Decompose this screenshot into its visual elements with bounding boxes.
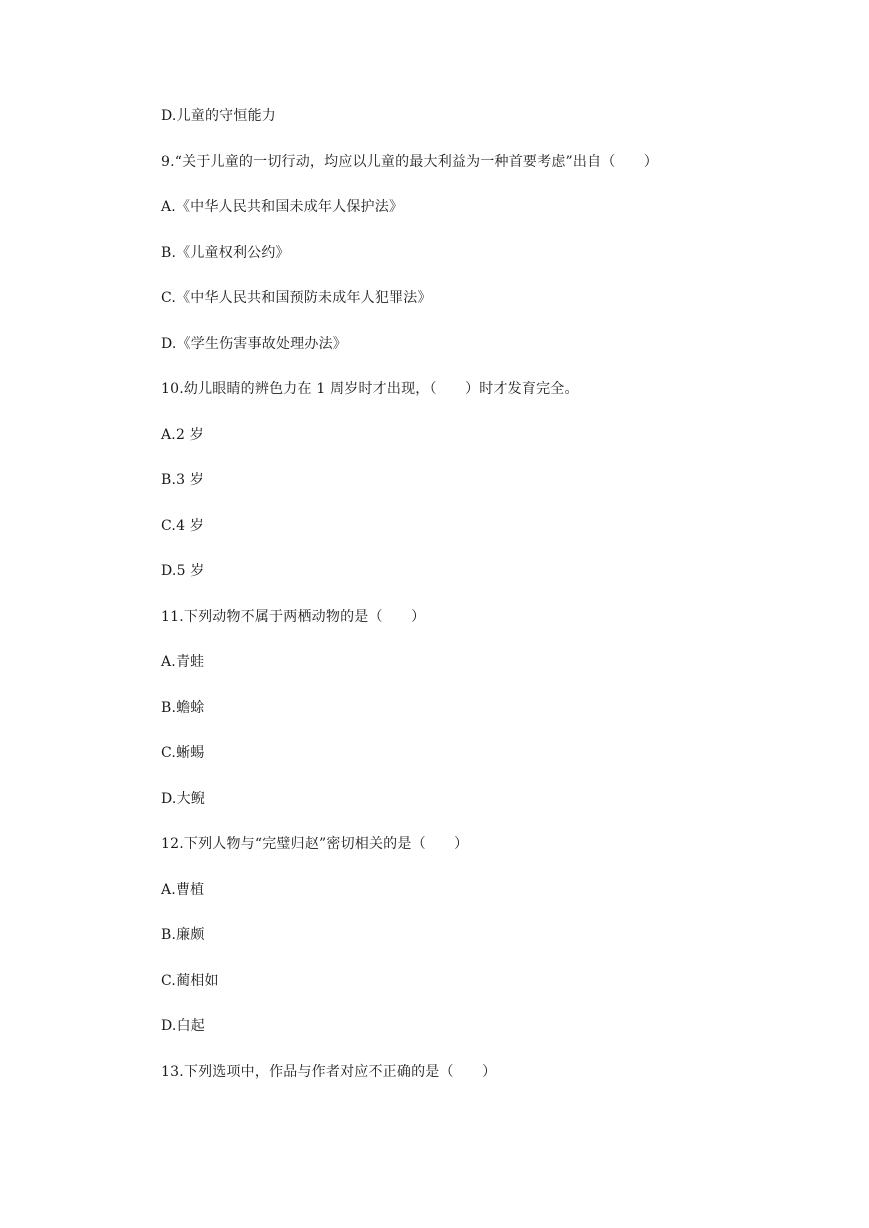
option-11b: B.蟾蜍: [161, 700, 205, 716]
question-10: 10.幼儿眼睛的辨色力在 1 周岁时才出现，（ ）时才发育完全。: [161, 381, 579, 397]
option-11d: D.大鲵: [161, 791, 205, 807]
question-11: 11.下列动物不属于两栖动物的是（ ）: [161, 609, 426, 625]
option-9b: B.《儿童权利公约》: [161, 245, 290, 261]
option-12d: D.白起: [161, 1018, 205, 1034]
option-11a: A.青蛙: [161, 654, 205, 670]
option-12b: B.廉颇: [161, 927, 205, 943]
option-10a: A.2 岁: [161, 427, 204, 443]
option-9a: A.《中华人民共和国未成年人保护法》: [161, 199, 404, 215]
option-9d: D.《学生伤害事故处理办法》: [161, 336, 347, 352]
question-13: 13.下列选项中，作品与作者对应不正确的是（ ）: [161, 1064, 497, 1080]
option-8d: D.儿童的守恒能力: [161, 108, 276, 124]
option-12c: C.蔺相如: [161, 973, 219, 989]
option-11c: C.蜥蜴: [161, 745, 205, 761]
option-9c: C.《中华人民共和国预防未成年人犯罪法》: [161, 290, 432, 306]
option-10c: C.4 岁: [161, 518, 205, 534]
option-10b: B.3 岁: [161, 472, 205, 488]
option-12a: A.曹植: [161, 882, 205, 898]
question-9: 9.“关于儿童的一切行动，均应以儿童的最大利益为一种首要考虑”出自（ ）: [161, 154, 659, 170]
option-10d: D.5 岁: [161, 563, 205, 579]
question-12: 12.下列人物与“完璧归赵”密切相关的是（ ）: [161, 836, 469, 852]
